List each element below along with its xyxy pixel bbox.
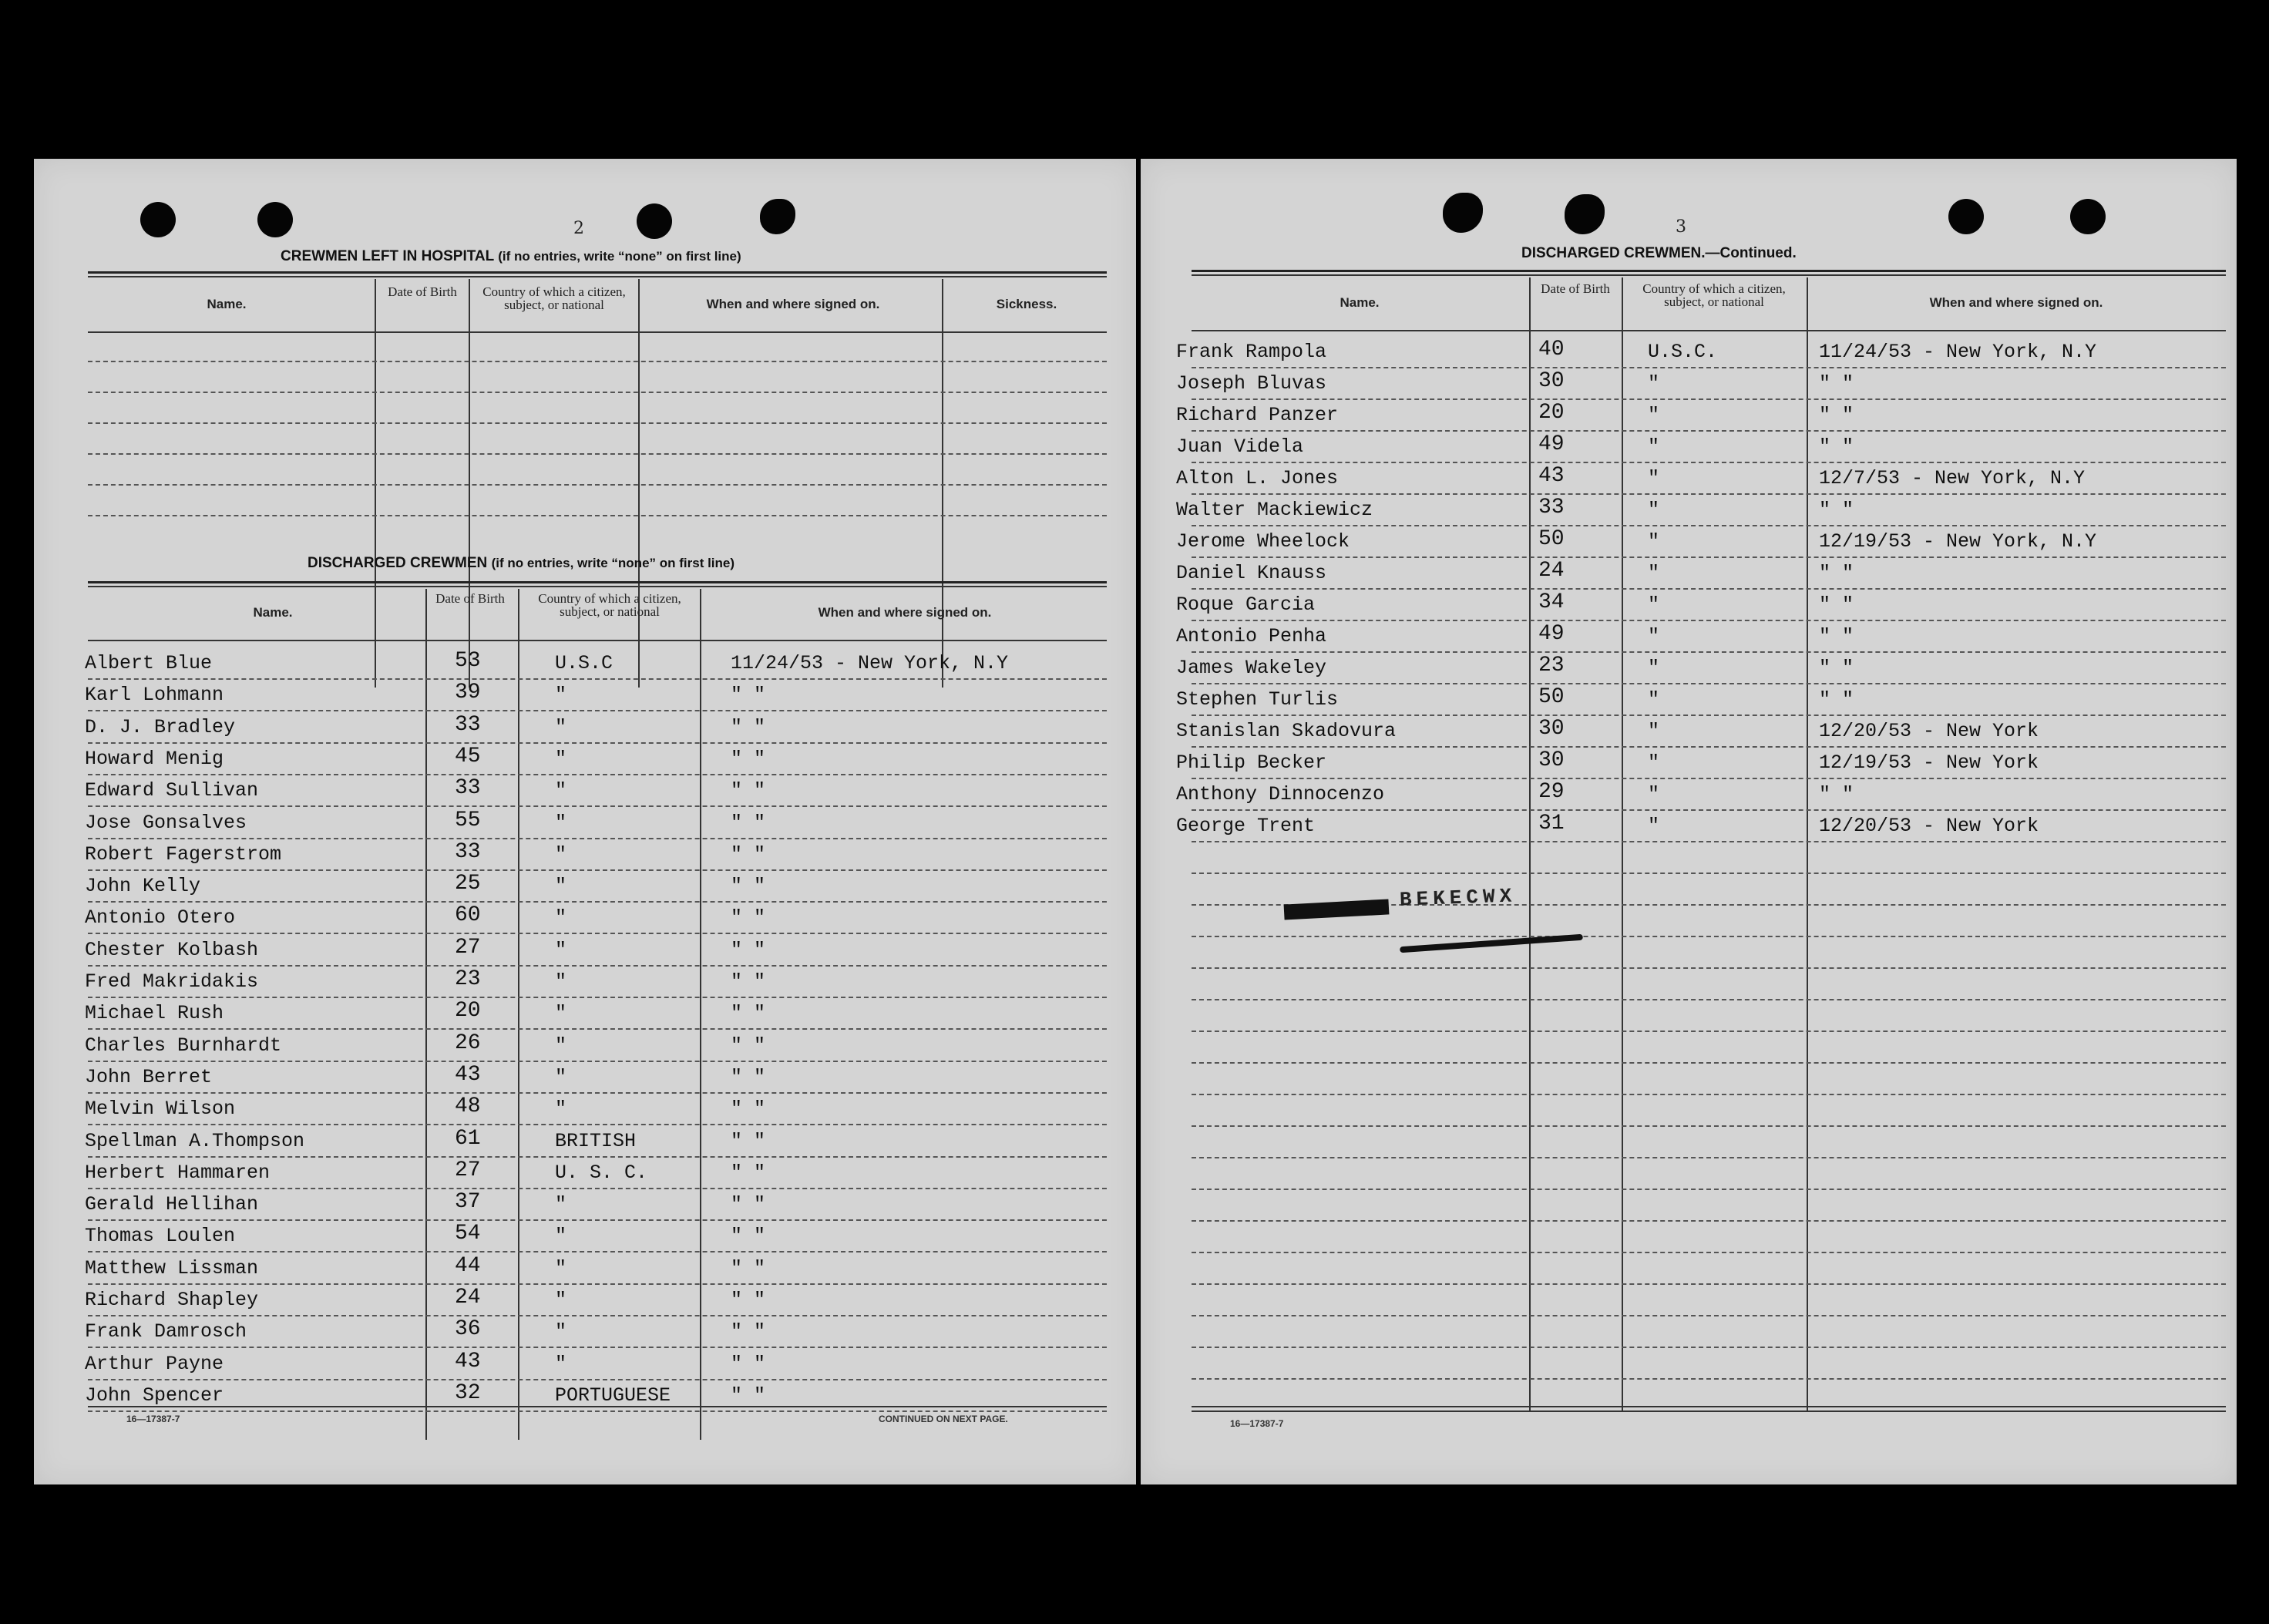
signed-on: " " xyxy=(731,938,766,961)
signed-on: " " xyxy=(731,1384,766,1407)
crew-name: Walter Mackiewicz xyxy=(1176,499,1373,521)
ruled-line xyxy=(1192,1315,2226,1316)
crew-name: John Spencer xyxy=(85,1384,224,1407)
rule xyxy=(1192,270,2226,272)
country: " xyxy=(555,811,567,834)
country: U.S.C xyxy=(555,652,613,674)
signed-on: " " xyxy=(1819,783,1854,805)
signed-on: 11/24/53 - New York, N.Y xyxy=(731,652,1009,674)
country: " xyxy=(1648,688,1660,711)
ruled-line xyxy=(88,1283,1107,1285)
ruled-line xyxy=(88,965,1107,967)
page-number: 2 xyxy=(573,219,584,238)
crew-name: Charles Burnhardt xyxy=(85,1034,282,1057)
date-of-birth: 44 xyxy=(455,1253,481,1278)
country: " xyxy=(555,1098,567,1121)
rule xyxy=(1192,330,2226,331)
ruled-line xyxy=(1192,967,2226,969)
form-number: 16—17387-7 xyxy=(1230,1418,1284,1429)
country: " xyxy=(1648,657,1660,679)
country: " xyxy=(555,938,567,961)
date-of-birth: 31 xyxy=(1538,812,1565,836)
column-divider xyxy=(1807,277,1808,1410)
country: " xyxy=(1648,751,1660,774)
crew-name: Albert Blue xyxy=(85,652,213,674)
hospital-title-text: CREWMEN LEFT IN HOSPITAL xyxy=(281,248,494,264)
ruled-line xyxy=(1192,746,2226,748)
country: " xyxy=(555,875,567,898)
date-of-birth: 43 xyxy=(455,1062,481,1087)
punch-hole xyxy=(1443,193,1483,233)
crew-name: George Trent xyxy=(1176,815,1316,837)
signed-on: " " xyxy=(1819,404,1854,426)
signed-on: " " xyxy=(731,1098,766,1121)
hospital-section-title xyxy=(281,248,741,265)
right-section-title: DISCHARGED CREWMEN.—Continued. xyxy=(1521,245,1797,261)
signed-on: 11/24/53 - New York, N.Y xyxy=(1819,341,2097,363)
signed-on: " " xyxy=(731,906,766,930)
ruled-line xyxy=(1192,683,2226,684)
punch-hole xyxy=(637,203,672,239)
ruled-line xyxy=(88,1347,1107,1348)
ruled-line xyxy=(88,742,1107,744)
ruled-line xyxy=(1192,809,2226,811)
crew-name: James Wakeley xyxy=(1176,657,1327,679)
signed-on: " " xyxy=(731,1161,766,1184)
discharged-header-country: Country of which a citizen, subject, or national xyxy=(538,591,681,619)
date-of-birth: 36 xyxy=(455,1317,481,1342)
ruled-line xyxy=(88,774,1107,775)
ruled-line xyxy=(88,1156,1107,1158)
country: U.S.C. xyxy=(1648,341,1718,363)
crew-name: Fred Makridakis xyxy=(85,970,259,993)
rule xyxy=(88,276,1107,277)
crew-name: John Kelly xyxy=(85,875,201,898)
ruled-line xyxy=(1192,620,2226,621)
ruled-line xyxy=(88,1188,1107,1189)
crew-name: Richard Panzer xyxy=(1176,404,1339,426)
ruled-line xyxy=(88,1315,1107,1316)
country: " xyxy=(555,842,567,866)
country: " xyxy=(555,779,567,802)
date-of-birth: 33 xyxy=(455,776,481,801)
ruled-line xyxy=(88,1124,1107,1125)
crew-name: Richard Shapley xyxy=(85,1289,259,1311)
date-of-birth: 33 xyxy=(455,712,481,737)
ruled-line xyxy=(1192,999,2226,1000)
country: " xyxy=(1648,435,1660,458)
hospital-header-dob: Date of Birth xyxy=(388,284,457,299)
country: " xyxy=(555,1256,567,1279)
right-header-dob: Date of Birth xyxy=(1541,281,1610,296)
rule xyxy=(88,581,1107,583)
crew-name: Edward Sullivan xyxy=(85,779,259,802)
signed-on: " " xyxy=(1819,499,1854,521)
ruled-line xyxy=(88,392,1107,393)
date-of-birth: 24 xyxy=(1538,559,1565,583)
page-number: 3 xyxy=(1676,217,1686,237)
ruled-line xyxy=(1192,1094,2226,1095)
signed-on: " " xyxy=(1819,657,1854,679)
country: " xyxy=(555,715,567,738)
signed-on: 12/7/53 - New York, N.Y xyxy=(1819,467,2086,489)
date-of-birth: 29 xyxy=(1538,780,1565,804)
discharged-title-note: (if no entries, write “none” on first line) xyxy=(491,556,735,570)
signed-on: 12/20/53 - New York xyxy=(1819,815,2039,837)
signed-on: " " xyxy=(731,747,766,770)
crew-name: Alton L. Jones xyxy=(1176,467,1339,489)
date-of-birth: 20 xyxy=(455,999,481,1024)
ruled-line xyxy=(1192,778,2226,779)
ruled-line xyxy=(88,453,1107,455)
signed-on: " " xyxy=(1819,372,1854,395)
country: " xyxy=(555,906,567,930)
signed-on: " " xyxy=(1819,435,1854,458)
continued-note: CONTINUED ON NEXT PAGE. xyxy=(879,1414,1008,1424)
hospital-header-sickness: Sickness. xyxy=(996,297,1057,311)
ruled-line xyxy=(88,678,1107,680)
date-of-birth: 33 xyxy=(1538,496,1565,519)
discharged-section-title xyxy=(308,555,734,572)
signed-on: " " xyxy=(731,1065,766,1088)
signed-on: " " xyxy=(731,1129,766,1152)
ruled-line xyxy=(88,710,1107,711)
date-of-birth: 26 xyxy=(455,1031,481,1055)
date-of-birth: 48 xyxy=(455,1094,481,1119)
ruled-line xyxy=(88,1410,1107,1412)
date-of-birth: 43 xyxy=(455,1349,481,1374)
country: " xyxy=(555,970,567,993)
date-of-birth: 30 xyxy=(1538,369,1565,393)
crew-name: Karl Lohmann xyxy=(85,684,224,707)
country: " xyxy=(555,1225,567,1248)
crew-name: Joseph Bluvas xyxy=(1176,372,1327,395)
signed-on: " " xyxy=(731,811,766,834)
date-of-birth: 30 xyxy=(1538,717,1565,741)
punch-hole xyxy=(2070,199,2106,234)
hospital-header-name: Name. xyxy=(207,297,247,311)
right-page xyxy=(1141,159,2237,1484)
ruled-line xyxy=(1192,462,2226,463)
signed-on: 12/20/53 - New York xyxy=(1819,720,2039,742)
signed-on: " " xyxy=(731,1225,766,1248)
ruled-line xyxy=(88,1028,1107,1030)
column-divider xyxy=(1622,277,1623,1410)
rule xyxy=(1192,274,2226,276)
column-divider xyxy=(469,279,470,688)
ruled-line xyxy=(1192,1157,2226,1158)
signed-on: " " xyxy=(731,715,766,738)
crew-name: Howard Menig xyxy=(85,747,224,770)
rule xyxy=(88,640,1107,641)
ruled-line xyxy=(88,997,1107,998)
signed-on: " " xyxy=(731,970,766,993)
date-of-birth: 30 xyxy=(1538,748,1565,772)
crew-name: Chester Kolbash xyxy=(85,938,259,961)
stamp-mark xyxy=(1284,899,1390,920)
date-of-birth: 40 xyxy=(1538,338,1565,361)
crew-name: Spellman A.Thompson xyxy=(85,1129,305,1152)
ruled-line xyxy=(1192,1062,2226,1064)
signed-on: " " xyxy=(1819,562,1854,584)
ruled-line xyxy=(1192,714,2226,716)
crew-name: Philip Becker xyxy=(1176,751,1327,774)
date-of-birth: 49 xyxy=(1538,622,1565,646)
ruled-line xyxy=(1192,1378,2226,1380)
country: BRITISH xyxy=(555,1129,637,1152)
ruled-line xyxy=(88,361,1107,362)
country: PORTUGUESE xyxy=(555,1384,671,1407)
crew-name: D. J. Bradley xyxy=(85,715,236,738)
column-divider xyxy=(700,589,701,1440)
ruled-line xyxy=(88,805,1107,807)
punch-hole xyxy=(1565,194,1605,234)
country: U. S. C. xyxy=(555,1161,648,1184)
signed-on: " " xyxy=(731,875,766,898)
signed-on: " " xyxy=(731,1320,766,1343)
crew-name: Michael Rush xyxy=(85,1002,224,1025)
date-of-birth: 53 xyxy=(455,649,481,673)
ruled-line xyxy=(88,1379,1107,1380)
ruled-line xyxy=(1192,588,2226,590)
date-of-birth: 43 xyxy=(1538,464,1565,488)
crew-name: Gerald Hellihan xyxy=(85,1193,259,1216)
ruled-line xyxy=(1192,936,2226,937)
crew-name: Thomas Loulen xyxy=(85,1225,236,1248)
ruled-line xyxy=(1192,1189,2226,1190)
country: " xyxy=(1648,404,1660,426)
stamp: BEKECWX xyxy=(1399,884,1517,912)
column-divider xyxy=(1529,277,1531,1410)
column-divider xyxy=(942,279,943,688)
signed-on: " " xyxy=(731,842,766,866)
crew-name: Jose Gonsalves xyxy=(85,811,247,834)
ruled-line xyxy=(88,422,1107,424)
date-of-birth: 24 xyxy=(455,1286,481,1310)
right-header-name: Name. xyxy=(1340,295,1380,310)
ruled-line xyxy=(1192,1220,2226,1222)
country: " xyxy=(1648,530,1660,553)
ruled-line xyxy=(88,838,1107,839)
date-of-birth: 32 xyxy=(455,1380,481,1405)
signed-on: " " xyxy=(1819,688,1854,711)
ruled-line xyxy=(1192,430,2226,432)
date-of-birth: 27 xyxy=(455,935,481,960)
discharged-title-text: DISCHARGED CREWMEN xyxy=(308,555,488,571)
date-of-birth: 27 xyxy=(455,1158,481,1182)
date-of-birth: 33 xyxy=(455,839,481,864)
date-of-birth: 23 xyxy=(1538,654,1565,678)
ruled-line xyxy=(88,515,1107,516)
punch-hole xyxy=(760,199,795,234)
punch-hole xyxy=(257,202,293,237)
signed-on: " " xyxy=(731,1289,766,1311)
rule xyxy=(1192,1410,2226,1412)
ruled-line xyxy=(88,1251,1107,1252)
signed-on: " " xyxy=(731,1352,766,1375)
country: " xyxy=(555,1002,567,1025)
date-of-birth: 34 xyxy=(1538,590,1565,614)
crew-name: Frank Rampola xyxy=(1176,341,1327,363)
hospital-title-note: (if no entries, write “none” on first line) xyxy=(498,249,741,264)
country: " xyxy=(1648,562,1660,584)
crew-name: Jerome Wheelock xyxy=(1176,530,1350,553)
country: " xyxy=(1648,625,1660,647)
ruled-line xyxy=(1192,367,2226,368)
date-of-birth: 49 xyxy=(1538,432,1565,456)
signed-on: " " xyxy=(731,1256,766,1279)
crew-name: Antonio Otero xyxy=(85,906,236,930)
crew-name: Anthony Dinnocenzo xyxy=(1176,783,1385,805)
crew-name: Arthur Payne xyxy=(85,1352,224,1375)
ruled-line xyxy=(88,1061,1107,1062)
hospital-header-country: Country of which a citizen, subject, or national xyxy=(482,284,626,312)
country: " xyxy=(555,684,567,707)
ruled-line xyxy=(1192,1252,2226,1253)
ruled-line xyxy=(1192,556,2226,558)
date-of-birth: 25 xyxy=(455,872,481,896)
ruled-line xyxy=(1192,1283,2226,1285)
country: " xyxy=(1648,783,1660,805)
hospital-header-signed: When and where signed on. xyxy=(706,297,880,311)
date-of-birth: 20 xyxy=(1538,401,1565,425)
ruled-line xyxy=(1192,398,2226,400)
ruled-line xyxy=(1192,1031,2226,1032)
signed-on: 12/19/53 - New York, N.Y xyxy=(1819,530,2097,553)
signed-on: " " xyxy=(1819,625,1854,647)
column-divider xyxy=(425,589,427,1440)
column-divider xyxy=(638,279,640,688)
ruled-line xyxy=(88,901,1107,903)
ruled-line xyxy=(88,869,1107,871)
crew-name: Juan Videla xyxy=(1176,435,1304,458)
ruled-line xyxy=(1192,873,2226,874)
crew-name: Stephen Turlis xyxy=(1176,688,1339,711)
ruled-line xyxy=(88,484,1107,486)
punch-hole xyxy=(1948,199,1984,234)
signed-on: 12/19/53 - New York xyxy=(1819,751,2039,774)
country: " xyxy=(555,1034,567,1057)
country: " xyxy=(1648,720,1660,742)
rule xyxy=(88,1406,1107,1407)
signed-on: " " xyxy=(731,779,766,802)
signed-on: " " xyxy=(731,1193,766,1216)
date-of-birth: 45 xyxy=(455,744,481,768)
right-header-country: Country of which a citizen, subject, or national xyxy=(1642,281,1786,309)
signed-on: " " xyxy=(731,1002,766,1025)
ruled-line xyxy=(88,933,1107,934)
country: " xyxy=(1648,815,1660,837)
ruled-line xyxy=(88,1092,1107,1094)
country: " xyxy=(555,1065,567,1088)
crew-name: Matthew Lissman xyxy=(85,1256,259,1279)
rule xyxy=(88,271,1107,274)
country: " xyxy=(555,1352,567,1375)
country: " xyxy=(1648,593,1660,616)
discharged-header-name: Name. xyxy=(253,605,293,620)
crew-name: Antonio Penha xyxy=(1176,625,1327,647)
date-of-birth: 39 xyxy=(455,681,481,705)
crew-name: Herbert Hammaren xyxy=(85,1161,271,1184)
date-of-birth: 61 xyxy=(455,1126,481,1151)
crew-name: Stanislan Skadovura xyxy=(1176,720,1397,742)
date-of-birth: 55 xyxy=(455,808,481,832)
country: " xyxy=(555,1193,567,1216)
country: " xyxy=(1648,467,1660,489)
signed-on: " " xyxy=(731,1034,766,1057)
punch-hole xyxy=(140,202,176,237)
ruled-line xyxy=(1192,493,2226,495)
rule xyxy=(1192,1406,2226,1407)
right-header-signed: When and where signed on. xyxy=(1929,295,2103,310)
crew-name: Frank Damrosch xyxy=(85,1320,247,1343)
date-of-birth: 50 xyxy=(1538,527,1565,551)
signed-on: " " xyxy=(1819,593,1854,616)
column-divider xyxy=(375,279,376,688)
ruled-line xyxy=(1192,1347,2226,1348)
crew-name: Robert Fagerstrom xyxy=(85,842,282,866)
country: " xyxy=(555,747,567,770)
form-number: 16—17387-7 xyxy=(126,1414,180,1424)
rule xyxy=(88,331,1107,333)
country: " xyxy=(555,1289,567,1311)
date-of-birth: 60 xyxy=(455,903,481,928)
date-of-birth: 54 xyxy=(455,1222,481,1246)
crew-name: Melvin Wilson xyxy=(85,1098,236,1121)
ruled-line xyxy=(1192,841,2226,842)
date-of-birth: 50 xyxy=(1538,685,1565,709)
discharged-header-signed: When and where signed on. xyxy=(818,605,992,620)
crew-name: Daniel Knauss xyxy=(1176,562,1327,584)
country: " xyxy=(1648,499,1660,521)
ruled-line xyxy=(88,1219,1107,1221)
left-page xyxy=(34,159,1136,1484)
country: " xyxy=(555,1320,567,1343)
column-divider xyxy=(518,589,519,1440)
ruled-line xyxy=(1192,651,2226,653)
crew-name: Roque Garcia xyxy=(1176,593,1316,616)
ruled-line xyxy=(1192,1125,2226,1127)
country: " xyxy=(1648,372,1660,395)
crew-name: John Berret xyxy=(85,1065,213,1088)
signed-on: " " xyxy=(731,684,766,707)
discharged-header-dob: Date of Birth xyxy=(435,591,505,606)
rule xyxy=(88,586,1107,587)
date-of-birth: 37 xyxy=(455,1190,481,1215)
ruled-line xyxy=(1192,525,2226,526)
date-of-birth: 23 xyxy=(455,967,481,991)
